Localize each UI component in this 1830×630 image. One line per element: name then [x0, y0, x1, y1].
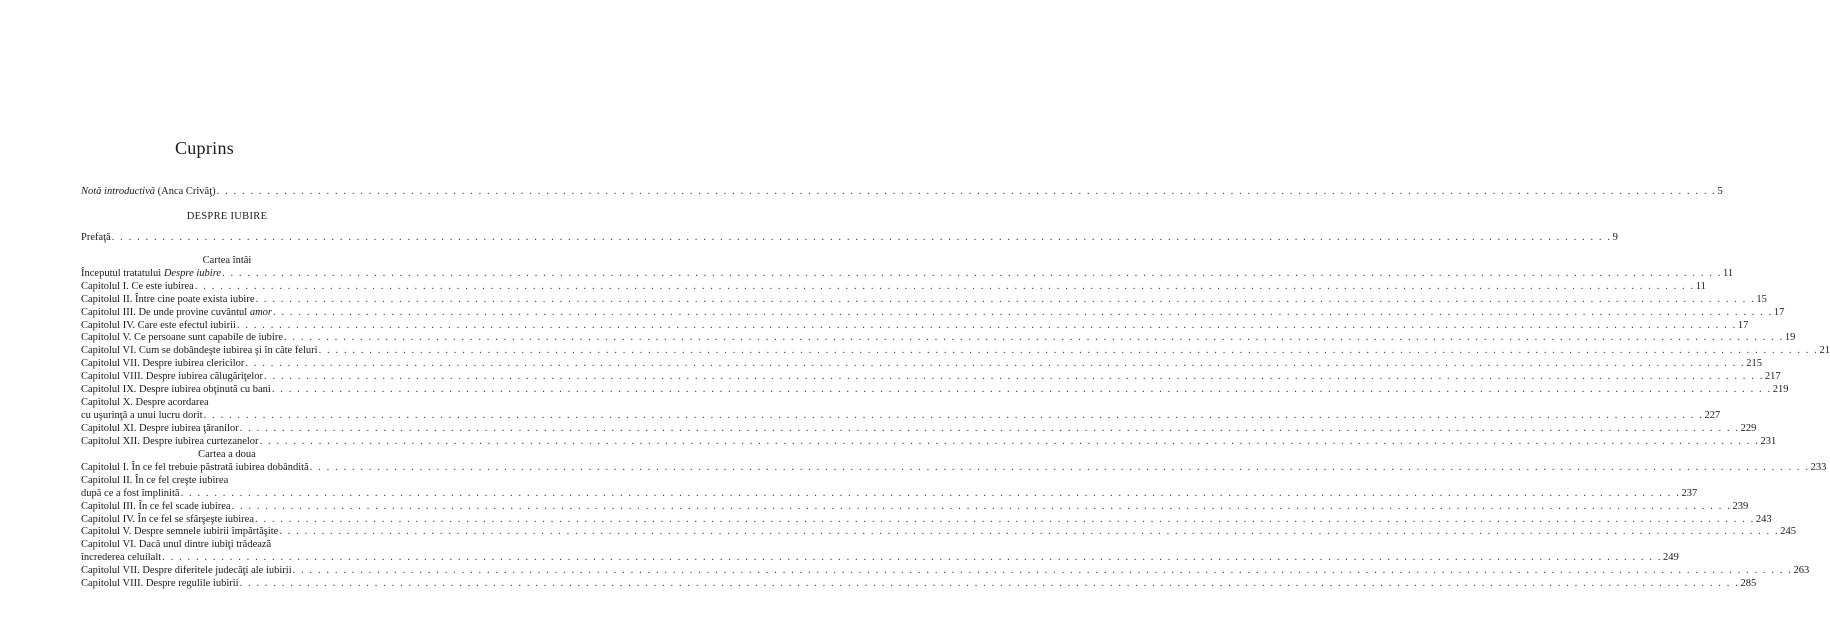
dot-leader [240, 578, 1740, 591]
dot-leader [255, 514, 1755, 527]
toc-entry [81, 345, 1830, 358]
entry-title [81, 501, 231, 514]
page-number: 229 [1740, 422, 1757, 434]
entry-title [81, 578, 239, 591]
dot-leader [245, 358, 1745, 371]
entry-title-text: Începutul tratatului [81, 268, 164, 279]
entry-title [81, 294, 254, 307]
entry-title [81, 345, 318, 358]
entry-title: Prefaţă [81, 232, 111, 243]
entry-title [81, 281, 194, 294]
dot-leader [272, 384, 1772, 397]
section-heading-despre-iubire: DESPRE IUBIRE [186, 211, 268, 222]
book1-entries [81, 268, 1830, 448]
entry-title-text: Capitolul III. În ce fel scade iubirea [81, 500, 231, 512]
page-number: 215 [1746, 358, 1763, 370]
dot-leader [240, 423, 1740, 436]
page-number: 227 [1704, 409, 1721, 421]
dot-leader [181, 488, 1681, 501]
toc-entry [81, 539, 373, 552]
toc-line [81, 232, 1618, 245]
toc-entry [81, 422, 1757, 436]
toc-entry [81, 526, 1796, 539]
dot-leader [204, 410, 1704, 423]
page-number: 11 [1695, 280, 1706, 292]
entry-title-text: Capitolul IV. Care este efectul iubirii [81, 319, 236, 331]
entry-title-text: după ce a fost împlinită [81, 487, 180, 499]
dot-leader [217, 186, 1717, 199]
entry-title-text: Capitolul IX. Despre iubirea obţinută cu bani [81, 384, 271, 396]
entry-title-italic: Despre iubire [163, 268, 222, 279]
dot-leader [195, 281, 1695, 294]
page-number: 239 [1732, 500, 1749, 512]
page-number: 17 [1737, 319, 1749, 331]
entry-title-text: Capitolul XII. Despre iubirea curtezanelor [81, 435, 259, 447]
page-number: 243 [1755, 513, 1772, 525]
dot-leader [255, 294, 1755, 307]
entry-title-rest: (Anca Crivăţ) [154, 186, 216, 197]
dot-leader [293, 565, 1793, 578]
entry-title [81, 384, 271, 397]
dot-leader [112, 232, 1612, 245]
page-number: 237 [1681, 487, 1698, 499]
entry-title [81, 268, 221, 281]
dot-leader [319, 345, 1819, 358]
entry-title [81, 539, 271, 552]
entry-title-italic: Notă introductivă [81, 186, 155, 197]
dot-leader [310, 462, 1810, 475]
entry-title [81, 436, 259, 449]
page-number: 15 [1756, 293, 1767, 305]
entry-title [81, 307, 272, 320]
prefata-entry [81, 232, 1618, 245]
dot-leader [279, 526, 1779, 539]
entry-title [81, 514, 254, 527]
entry-title [81, 475, 228, 488]
entry-title [81, 552, 161, 565]
dot-leader [273, 307, 1773, 320]
dot-leader [284, 332, 1784, 345]
page-title: Cuprins [174, 138, 235, 158]
entry-title [81, 358, 244, 371]
entry-title-text: Capitolul II. În ce fel creşte iubirea [81, 474, 229, 486]
entry-title-text: Capitolul III. De unde provine cuvântul [81, 306, 250, 318]
entry-title [81, 526, 278, 539]
toc-entry [81, 293, 1767, 307]
page-number: 9 [1612, 232, 1618, 243]
entry-title [81, 565, 292, 578]
toc-entry [81, 500, 1749, 514]
entry-title [81, 488, 180, 501]
page-number: 11 [1722, 268, 1734, 279]
toc-entry [81, 306, 1785, 320]
entry-title-text: încrederea celuilalt [81, 552, 162, 564]
entry-title-text: Capitolul I. Ce este iubirea [81, 280, 194, 292]
entry-title-text: cu uşurinţă a unui lucru dorit [81, 409, 203, 421]
dot-leader [260, 436, 1760, 449]
toc-entry [81, 397, 373, 410]
toc-entry [81, 487, 1698, 501]
entry-title-text: Capitolul I. În ce fel trebuie păstrată iubirea dobândită [81, 462, 309, 473]
toc-entry [81, 578, 1757, 591]
entry-title-text: Capitolul II. Între cine poate exista iubire [81, 293, 255, 305]
entry-title [81, 397, 209, 410]
entry-title-text: Capitolul VIII. Despre iubirea călugăriţelor [81, 371, 264, 383]
toc-entry [81, 565, 1810, 578]
dot-leader [264, 371, 1764, 384]
toc-entry [81, 552, 1679, 565]
page-number: 263 [1793, 565, 1810, 577]
entry-title-italic: amor [249, 306, 273, 318]
entry-title-text: Capitolul IV. În ce fel se sfârşeşte iubirea [81, 513, 254, 525]
toc-entry [81, 513, 1772, 527]
page-number: 17 [1773, 306, 1785, 318]
toc-entry [81, 462, 1827, 475]
entry-title [81, 423, 239, 436]
entry-title-text: Capitolul VI. Dacă unul dintre iubiţi trădează [81, 539, 272, 551]
page-number: 231 [1760, 435, 1777, 447]
toc-entry [81, 268, 1734, 281]
dot-leader [222, 268, 1722, 281]
toc-entry [81, 475, 373, 488]
entry-title-text: Capitolul VII. Despre diferitele judecăţi ale iubirii [81, 565, 292, 577]
entry-title-text: Capitolul XI. Despre iubirea ţăranilor [81, 422, 239, 434]
toc-entry [81, 332, 1796, 345]
intro-entry [81, 186, 1723, 199]
entry-title-text: Capitolul V. Ce persoane sunt capabile de iubire [81, 332, 283, 344]
page-number: 233 [1810, 462, 1827, 473]
toc-line [81, 186, 1723, 199]
entry-title [81, 410, 203, 423]
entry-title-text: Capitolul V. Despre semnele iubirii împărtăşite [81, 526, 279, 538]
page-number: 21 [1819, 345, 1830, 357]
toc-entry [81, 280, 1706, 294]
entry-title-text: Capitolul X. Despre acordarea [81, 396, 209, 408]
toc-entry [81, 358, 1763, 371]
toc-entry [81, 371, 1781, 384]
entry-title-text: Capitolul VII. Despre iubirea clericilor [81, 358, 245, 370]
page-number: 5 [1717, 186, 1723, 197]
entry-title [81, 462, 309, 475]
entry-title [81, 320, 236, 333]
toc-entry [81, 384, 1789, 397]
entry-title-text: Capitolul VI. Cum se dobândeşte iubirea şi în câte feluri [81, 345, 318, 357]
page-number: 245 [1780, 526, 1796, 538]
dot-leader [232, 501, 1732, 514]
page-number: 217 [1764, 371, 1781, 383]
toc-entry [81, 409, 1721, 423]
dot-leader [237, 320, 1737, 333]
page-number: 249 [1663, 552, 1679, 564]
toc-entry [81, 435, 1777, 449]
entry-title [81, 371, 263, 384]
entry-title [81, 332, 283, 345]
entry-title-text: Capitolul VIII. Despre regulile iubirii [81, 578, 239, 590]
toc-entry [81, 319, 1749, 333]
page-number: 19 [1784, 332, 1796, 344]
book2-heading: Cartea a doua [198, 449, 256, 460]
page-number: 285 [1740, 578, 1757, 590]
entry-title [81, 186, 216, 199]
dot-leader [162, 552, 1662, 565]
book2-entries [81, 462, 1827, 591]
page-number: 219 [1772, 384, 1789, 396]
book1-heading: Cartea întâi [202, 255, 252, 266]
